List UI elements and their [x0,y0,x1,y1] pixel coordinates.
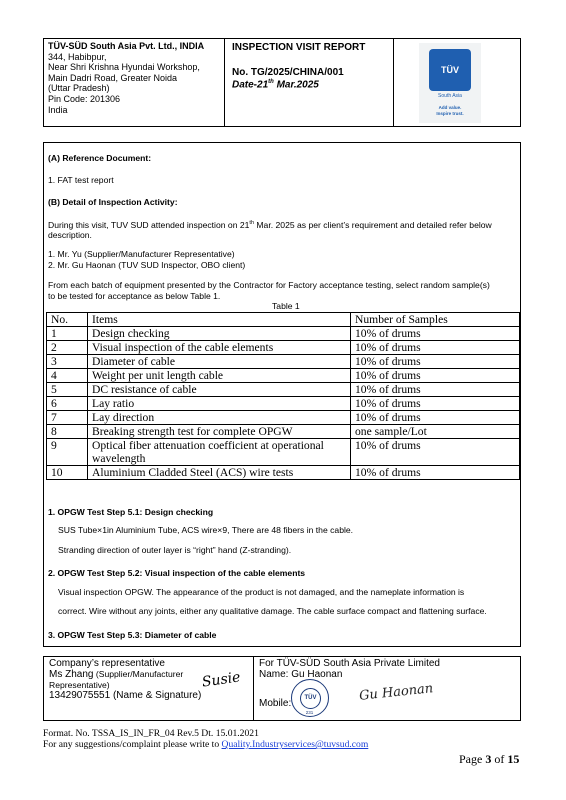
table-cell: Weight per unit length cable [88,369,351,383]
table-header-row [47,313,520,327]
table-cell: 1 [47,327,88,341]
table-cell: DC resistance of cable [88,383,351,397]
form-footer [43,728,368,750]
table-cell: 10% of drums [351,411,520,425]
address-line: Main Dadri Road, Greater Noida [48,72,178,83]
table-cell: 10% of drums [351,341,520,355]
table-row [47,341,520,355]
report-number: No. TG/2025/CHINA/001 [232,67,344,78]
stamp-number: 231 [305,710,314,715]
tuv-logo [419,43,481,123]
reference-heading: (A) Reference Document: [48,153,152,163]
table-cell: 3 [47,355,88,369]
step-1-line: Stranding direction of outer layer is “right” hand (Z-stranding). [58,545,292,555]
email-link[interactable]: Quality.Industryservices@tuvsud.com [221,739,369,750]
table-cell: 8 [47,425,88,439]
table-cell: Design checking [88,327,351,341]
rep-name: Ms Zhang (Supplier/Manufacturer [49,669,184,680]
table-header: Items [88,313,351,327]
table-caption: Table 1 [272,301,300,311]
table-row [47,397,520,411]
table-row [47,369,520,383]
table-cell: 7 [47,411,88,425]
table-row [47,425,520,439]
address-line: Near Shri Krishna Hyundai Workshop, [48,62,200,73]
company-representative-cell [44,657,254,720]
logo-block [394,39,520,126]
table-row [47,439,520,466]
step-2-line: Visual inspection OPGW. The appearance of the product is not damaged, and the nameplate information is [58,587,465,597]
reference-item: 1. FAT test report [48,175,114,185]
sampling-paragraph: From each batch of equipment presented by the Contractor for Factory acceptance testing, select random sample(s) to be tested for acceptance as below Table 1. [48,280,490,301]
rep-title: Company’s representative [49,658,165,669]
address-line: Pin Code: 201306 [48,93,121,104]
report-title: INSPECTION VISIT REPORT [232,42,366,53]
step-3-title: 3. OPGW Test Step 5.3: Diameter of cable [48,630,217,640]
table-cell: 10% of drums [351,466,520,480]
step-1-line: SUS Tube×1in Aluminium Tube, ACS wire×9, There are 48 fibers in the cable. [58,525,354,535]
table-cell: 6 [47,397,88,411]
table-cell: Optical fiber attenuation coefficient at operational wavelength [88,439,351,466]
report-title-block [225,39,394,126]
table-cell: 10 [47,466,88,480]
table-cell: 10% of drums [351,369,520,383]
inspection-stamp [291,679,329,717]
rep-phone: 13429075551 (Name & Signature) [49,690,202,701]
logo-subtitle: South Asia [438,93,462,99]
table-row [47,355,520,369]
step-2-line: correct. Wire without any joints, either any qualitative damage. The cable surface compact and flattening surface. [58,606,487,616]
logo-tagline: Add value. Inspire trust. [436,105,464,116]
table-row [47,411,520,425]
report-header [43,38,521,127]
table-cell: 10% of drums [351,327,520,341]
table-header: No. [47,313,88,327]
inspector-name: Name: Gu Haonan [259,669,343,680]
tuv-title: For TÜV-SÜD South Asia Private Limited [259,658,440,669]
person-item: 2. Mr. Gu Haonan (TUV SUD Inspector, OBO client) [48,259,246,270]
stamp-center: TÜV [300,688,321,709]
company-name: TÜV-SÜD South Asia Pvt. Ltd., INDIA [48,41,205,51]
step-2-title: 2. OPGW Test Step 5.2: Visual inspection of the cable elements [48,568,306,578]
table-cell: 5 [47,383,88,397]
table-1 [46,312,520,480]
company-address-block [44,39,225,126]
signature-susie: Susie [201,669,242,691]
table-row [47,327,520,341]
table-cell: Diameter of cable [88,355,351,369]
address-line: 344, Habibpur, [48,51,107,62]
table-cell: Visual inspection of the cable elements [88,341,351,355]
table-header: Number of Samples [351,313,520,327]
table-cell: 9 [47,439,88,466]
table-cell: Aluminium Cladded Steel (ACS) wire tests [88,466,351,480]
table-cell: 10% of drums [351,383,520,397]
rep-role: Representative) [49,680,110,690]
complaint-line: For any suggestions/complaint please write to Quality.Industryservices@tuvsud.com [43,739,369,750]
table-cell: 10% of drums [351,397,520,411]
mobile-label: Mobile: [259,698,292,709]
table-cell: Breaking strength test for complete OPGW [88,425,351,439]
format-number: Format. No. TSSA_IS_IN_FR_04 Rev.5 Dt. 15.01.2021 [43,728,259,739]
address-line: India [48,104,68,115]
report-date: Date-21th Mar.2025 [232,79,319,91]
step-1-title: 1. OPGW Test Step 5.1: Design checking [48,507,214,517]
page-number: Page 3 of 15 [459,752,520,766]
tuv-logo-icon: TÜV [429,49,471,91]
signature-inspector: Gu Haonan [358,681,434,704]
table-cell: 10% of drums [351,439,520,466]
table-row [47,383,520,397]
table-cell: 10% of drums [351,355,520,369]
person-item: 1. Mr. Yu (Supplier/Manufacturer Representative) [48,249,235,259]
detail-heading: (B) Detail of Inspection Activity: [48,197,178,207]
table-cell: Lay ratio [88,397,351,411]
table-cell: 2 [47,341,88,355]
table-cell: one sample/Lot [351,425,520,439]
table-cell: 4 [47,369,88,383]
signature-box [43,656,521,721]
tuv-representative-cell [254,657,520,720]
intro-paragraph: During this visit, TUV SUD attended inspection on 21th Mar. 2025 as per client’s requirement and detailed refer below description. [48,219,492,241]
table-cell: Lay direction [88,411,351,425]
people-list [48,249,245,270]
table-row [47,466,520,480]
address-line: (Uttar Pradesh) [48,83,110,94]
